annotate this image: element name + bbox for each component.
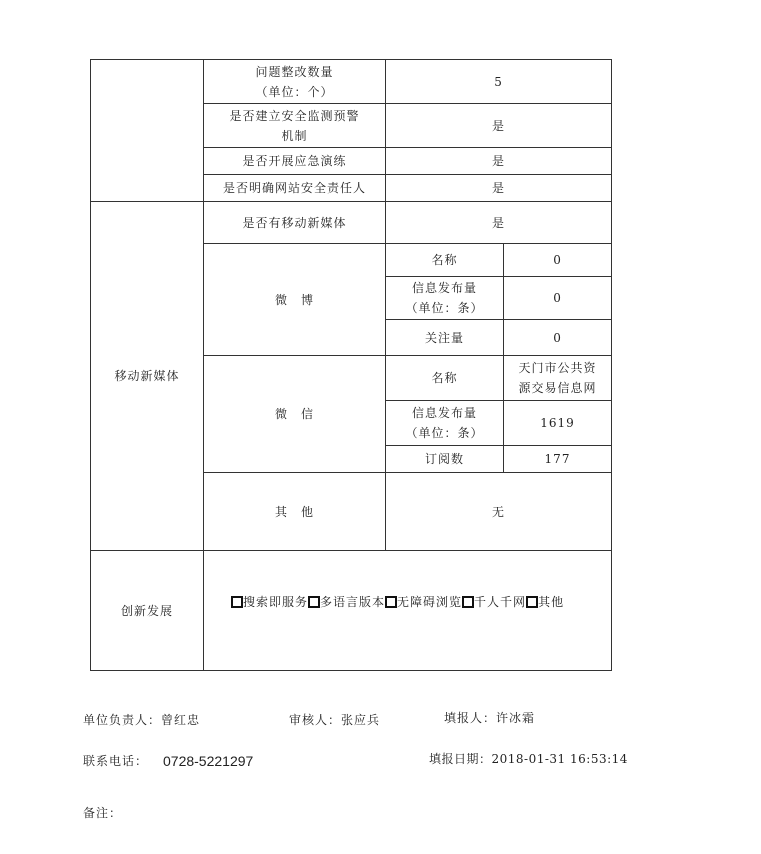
wechat-subscribers-value: 177 xyxy=(504,446,612,473)
has-mobile-media-label: 是否有移动新媒体 xyxy=(204,202,386,244)
checkbox-icon[interactable] xyxy=(308,596,320,608)
wechat-posts-label: 信息发布量 （单位：条） xyxy=(386,401,504,446)
unit-head: 单位负责人：曾红忠 xyxy=(83,713,201,727)
checkbox-icon[interactable] xyxy=(231,596,243,608)
has-mobile-media-value: 是 xyxy=(386,202,612,244)
emergency-drill-value: 是 xyxy=(386,148,612,175)
reviewer: 审核人：张应兵 xyxy=(289,713,381,727)
remarks-label: 备注： xyxy=(83,806,123,820)
rectify-count-label: 问题整改数量 （单位：个） xyxy=(204,60,386,104)
wechat-subscribers-label: 订阅数 xyxy=(386,446,504,473)
fill-date: 填报日期：2018-01-31 16:53:14 xyxy=(429,752,628,766)
weibo-posts-value: 0 xyxy=(504,277,612,320)
option-label: 搜索即服务 xyxy=(243,594,309,609)
checkbox-icon[interactable] xyxy=(462,596,474,608)
security-responsible-label: 是否明确网站安全责任人 xyxy=(204,175,386,202)
monitor-mechanism-value: 是 xyxy=(386,104,612,148)
option-label: 无障碍浏览 xyxy=(397,594,463,609)
option-label: 多语言版本 xyxy=(320,594,386,609)
weibo-label: 微 博 xyxy=(204,244,386,356)
option-label: 千人千网 xyxy=(474,594,527,609)
phone-label: 联系电话： xyxy=(83,754,149,768)
option-accessibility[interactable] xyxy=(385,595,462,609)
wechat-name-value: 天门市公共资 源交易信息网 xyxy=(504,356,612,401)
checkbox-icon[interactable] xyxy=(526,596,538,608)
weibo-followers-value: 0 xyxy=(504,320,612,356)
weibo-followers-label: 关注量 xyxy=(386,320,504,356)
rectify-count-value: 5 xyxy=(386,60,612,104)
report-table xyxy=(90,59,612,671)
option-label: 其他 xyxy=(538,594,565,609)
other-media-label: 其 他 xyxy=(204,473,386,551)
filler: 填报人：许冰霜 xyxy=(444,711,536,725)
emergency-drill-label: 是否开展应急演练 xyxy=(204,148,386,175)
security-responsible-value: 是 xyxy=(386,175,612,202)
wechat-label: 微 信 xyxy=(204,356,386,473)
innovation-options xyxy=(204,551,612,671)
option-other[interactable] xyxy=(526,595,564,609)
innovation-label: 创新发展 xyxy=(91,551,204,671)
phone-value: 0728-5221297 xyxy=(163,753,254,769)
weibo-posts-label: 信息发布量 （单位：条） xyxy=(386,277,504,320)
other-media-value: 无 xyxy=(386,473,612,551)
security-section-cell xyxy=(91,60,204,202)
checkbox-icon[interactable] xyxy=(385,596,397,608)
option-search-service[interactable] xyxy=(231,595,308,609)
monitor-mechanism-label: 是否建立安全监测预警 机制 xyxy=(204,104,386,148)
weibo-name-value: 0 xyxy=(504,244,612,277)
option-personalized[interactable] xyxy=(462,595,526,609)
option-multilingual[interactable] xyxy=(308,595,385,609)
mobile-media-section-label: 移动新媒体 xyxy=(91,202,204,551)
wechat-name-label: 名称 xyxy=(386,356,504,401)
wechat-posts-value: 1619 xyxy=(504,401,612,446)
weibo-name-label: 名称 xyxy=(386,244,504,277)
